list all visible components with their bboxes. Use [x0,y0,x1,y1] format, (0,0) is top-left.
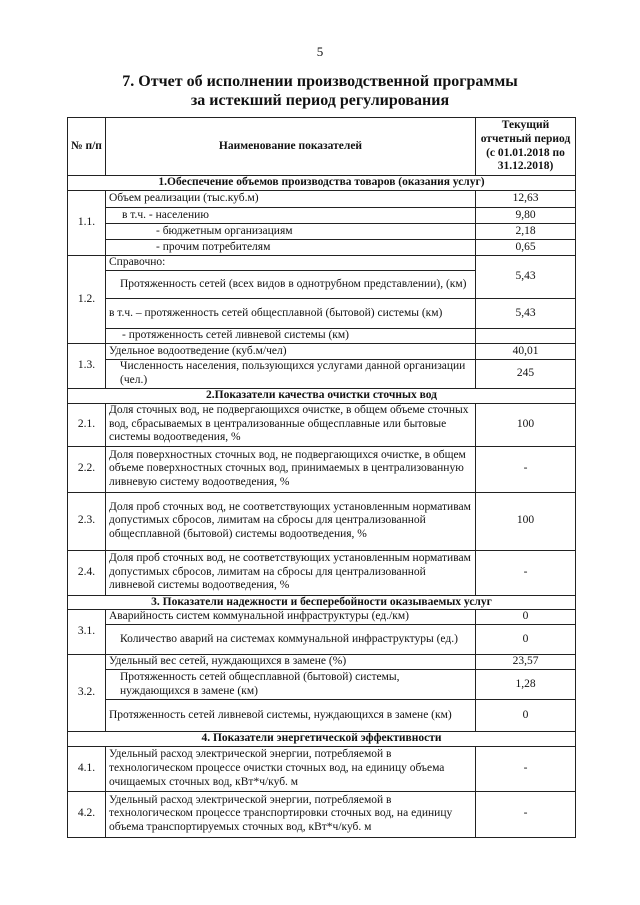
table-header-row [68,118,576,176]
row-value: 40,01 [476,344,576,360]
table-row [68,746,576,791]
row-name: в т.ч. - населению [106,208,476,224]
row-value: 0,65 [476,240,576,256]
row-name: - бюджетным организациям [106,224,476,240]
section-row [68,176,576,191]
row-value: 12,63 [476,191,576,208]
row-value: 100 [476,492,576,550]
row-name: Удельный расход электрической энергии, потребляемой в технологическом процессе очистки сточных вод, на единицу объема очищаемых сточных вод, кВт*ч/куб. м [106,746,476,791]
row-name: Доля сточных вод, не подвергающихся очистке, в общем объеме сточных вод, сбрасываемых в централизованные общесплавные или бытовые системы водоотведения, % [106,403,476,446]
row-name: Протяженность сетей общесплавной (бытовой) системы, нуждающихся в замене (км) [106,670,476,700]
row-value: 23,57 [476,655,576,670]
row-value: 100 [476,403,576,446]
table-row [68,208,576,224]
table-row [68,625,576,655]
section-1-title: 1.Обеспечение объемов производства товаров (оказания услуг) [68,176,576,191]
row-name: Удельный вес сетей, нуждающихся в замене (%) [106,655,476,670]
row-value: - [476,446,576,492]
row-name: Количество аварий на системах коммунальной инфраструктуры (ед.) [106,625,476,655]
table-row [68,700,576,732]
header-num: № п/п [68,118,106,176]
header-name: Наименование показателей [106,118,476,176]
row-name: в т.ч. – протяженность сетей общесплавной (бытовой) системы (км) [106,299,476,329]
table-row [68,224,576,240]
section-3-title: 3. Показатели надежности и бесперебойности оказываемых услуг [68,595,576,610]
row-number: 2.3. [68,492,106,550]
row-name: Доля проб сточных вод, не соответствующих установленным нормативам допустимых сбросов, лимитам на сбросы для централизованной общесплавной (бытовой) системы водоотведения, % [106,492,476,550]
table-row [68,446,576,492]
row-number: 4.1. [68,746,106,791]
row-number: 1.3. [68,344,106,389]
table-row [68,240,576,256]
table-row [68,403,576,446]
row-number: 2.4. [68,550,106,595]
title-line-1: 7. Отчет об исполнении производственной программы [122,73,518,90]
row-name: Протяженность сетей (всех видов в однотрубном представлении), (км) [106,271,476,299]
row-name: Объем реализации (тыс.куб.м) [106,191,476,208]
page-title [0,72,640,110]
table-row [68,492,576,550]
row-name: Доля поверхностных сточных вод, не подвергающихся очистке, в общем объеме поверхностных сточных вод, принимаемых в централизованную ливневую систему водоотведения, % [106,446,476,492]
section-2-title: 2.Показатели качества очистки сточных вод [68,389,576,404]
page-number: 5 [316,44,324,59]
table-row [68,299,576,329]
section-row [68,732,576,747]
row-value: - [476,550,576,595]
table-row [68,329,576,344]
row-number: 2.2. [68,446,106,492]
table-row [68,256,576,271]
row-value: 0 [476,700,576,732]
row-name: Удельное водоотведение (куб.м/чел) [106,344,476,360]
row-value: 5,43 [476,299,576,329]
row-name: - прочим потребителям [106,240,476,256]
table-row [68,655,576,670]
row-name: Справочно: [106,256,476,271]
table-row [68,360,576,389]
row-name: Аварийность систем коммунальной инфраструктуры (ед./км) [106,610,476,625]
row-value [476,329,576,344]
row-name: Доля проб сточных вод, не соответствующих установленным нормативам допустимых сбросов, лимитам на сбросы для централизованной ливневой системы водоотведения, % [106,550,476,595]
row-name: Численность населения, пользующихся услугами данной организации (чел.) [106,360,476,389]
row-value: 245 [476,360,576,389]
table-row [68,191,576,208]
row-value: - [476,791,576,837]
header-period: Текущий отчетный период (с 01.01.2018 по 31.12.2018) [476,118,576,176]
table-row [68,344,576,360]
row-number: 3.1. [68,610,106,655]
row-number: 3.2. [68,655,106,732]
row-value: 9,80 [476,208,576,224]
section-row [68,595,576,610]
table-row [68,610,576,625]
row-value: 0 [476,610,576,625]
row-name: Протяженность сетей ливневой системы, нуждающихся в замене (км) [106,700,476,732]
table-row [68,550,576,595]
section-4-title: 4. Показатели энергетической эффективности [68,732,576,747]
title-line-2: за истекший период регулирования [190,92,450,109]
row-number: 1.1. [68,191,106,256]
report-table [67,117,576,838]
row-number: 1.2. [68,256,106,344]
row-name: Удельный расход электрической энергии, потребляемой в технологическом процессе транспортировки сточных вод, на единицу объема транспортируемых сточных вод, кВт*ч/куб. м [106,791,476,837]
row-value: 5,43 [476,256,576,299]
row-value: - [476,746,576,791]
row-name: - протяженность сетей ливневой системы (км) [106,329,476,344]
row-value: 2,18 [476,224,576,240]
row-number: 2.1. [68,403,106,446]
section-row [68,389,576,404]
table-row [68,670,576,700]
table-row [68,791,576,837]
row-number: 4.2. [68,791,106,837]
row-value: 1,28 [476,670,576,700]
row-value: 0 [476,625,576,655]
